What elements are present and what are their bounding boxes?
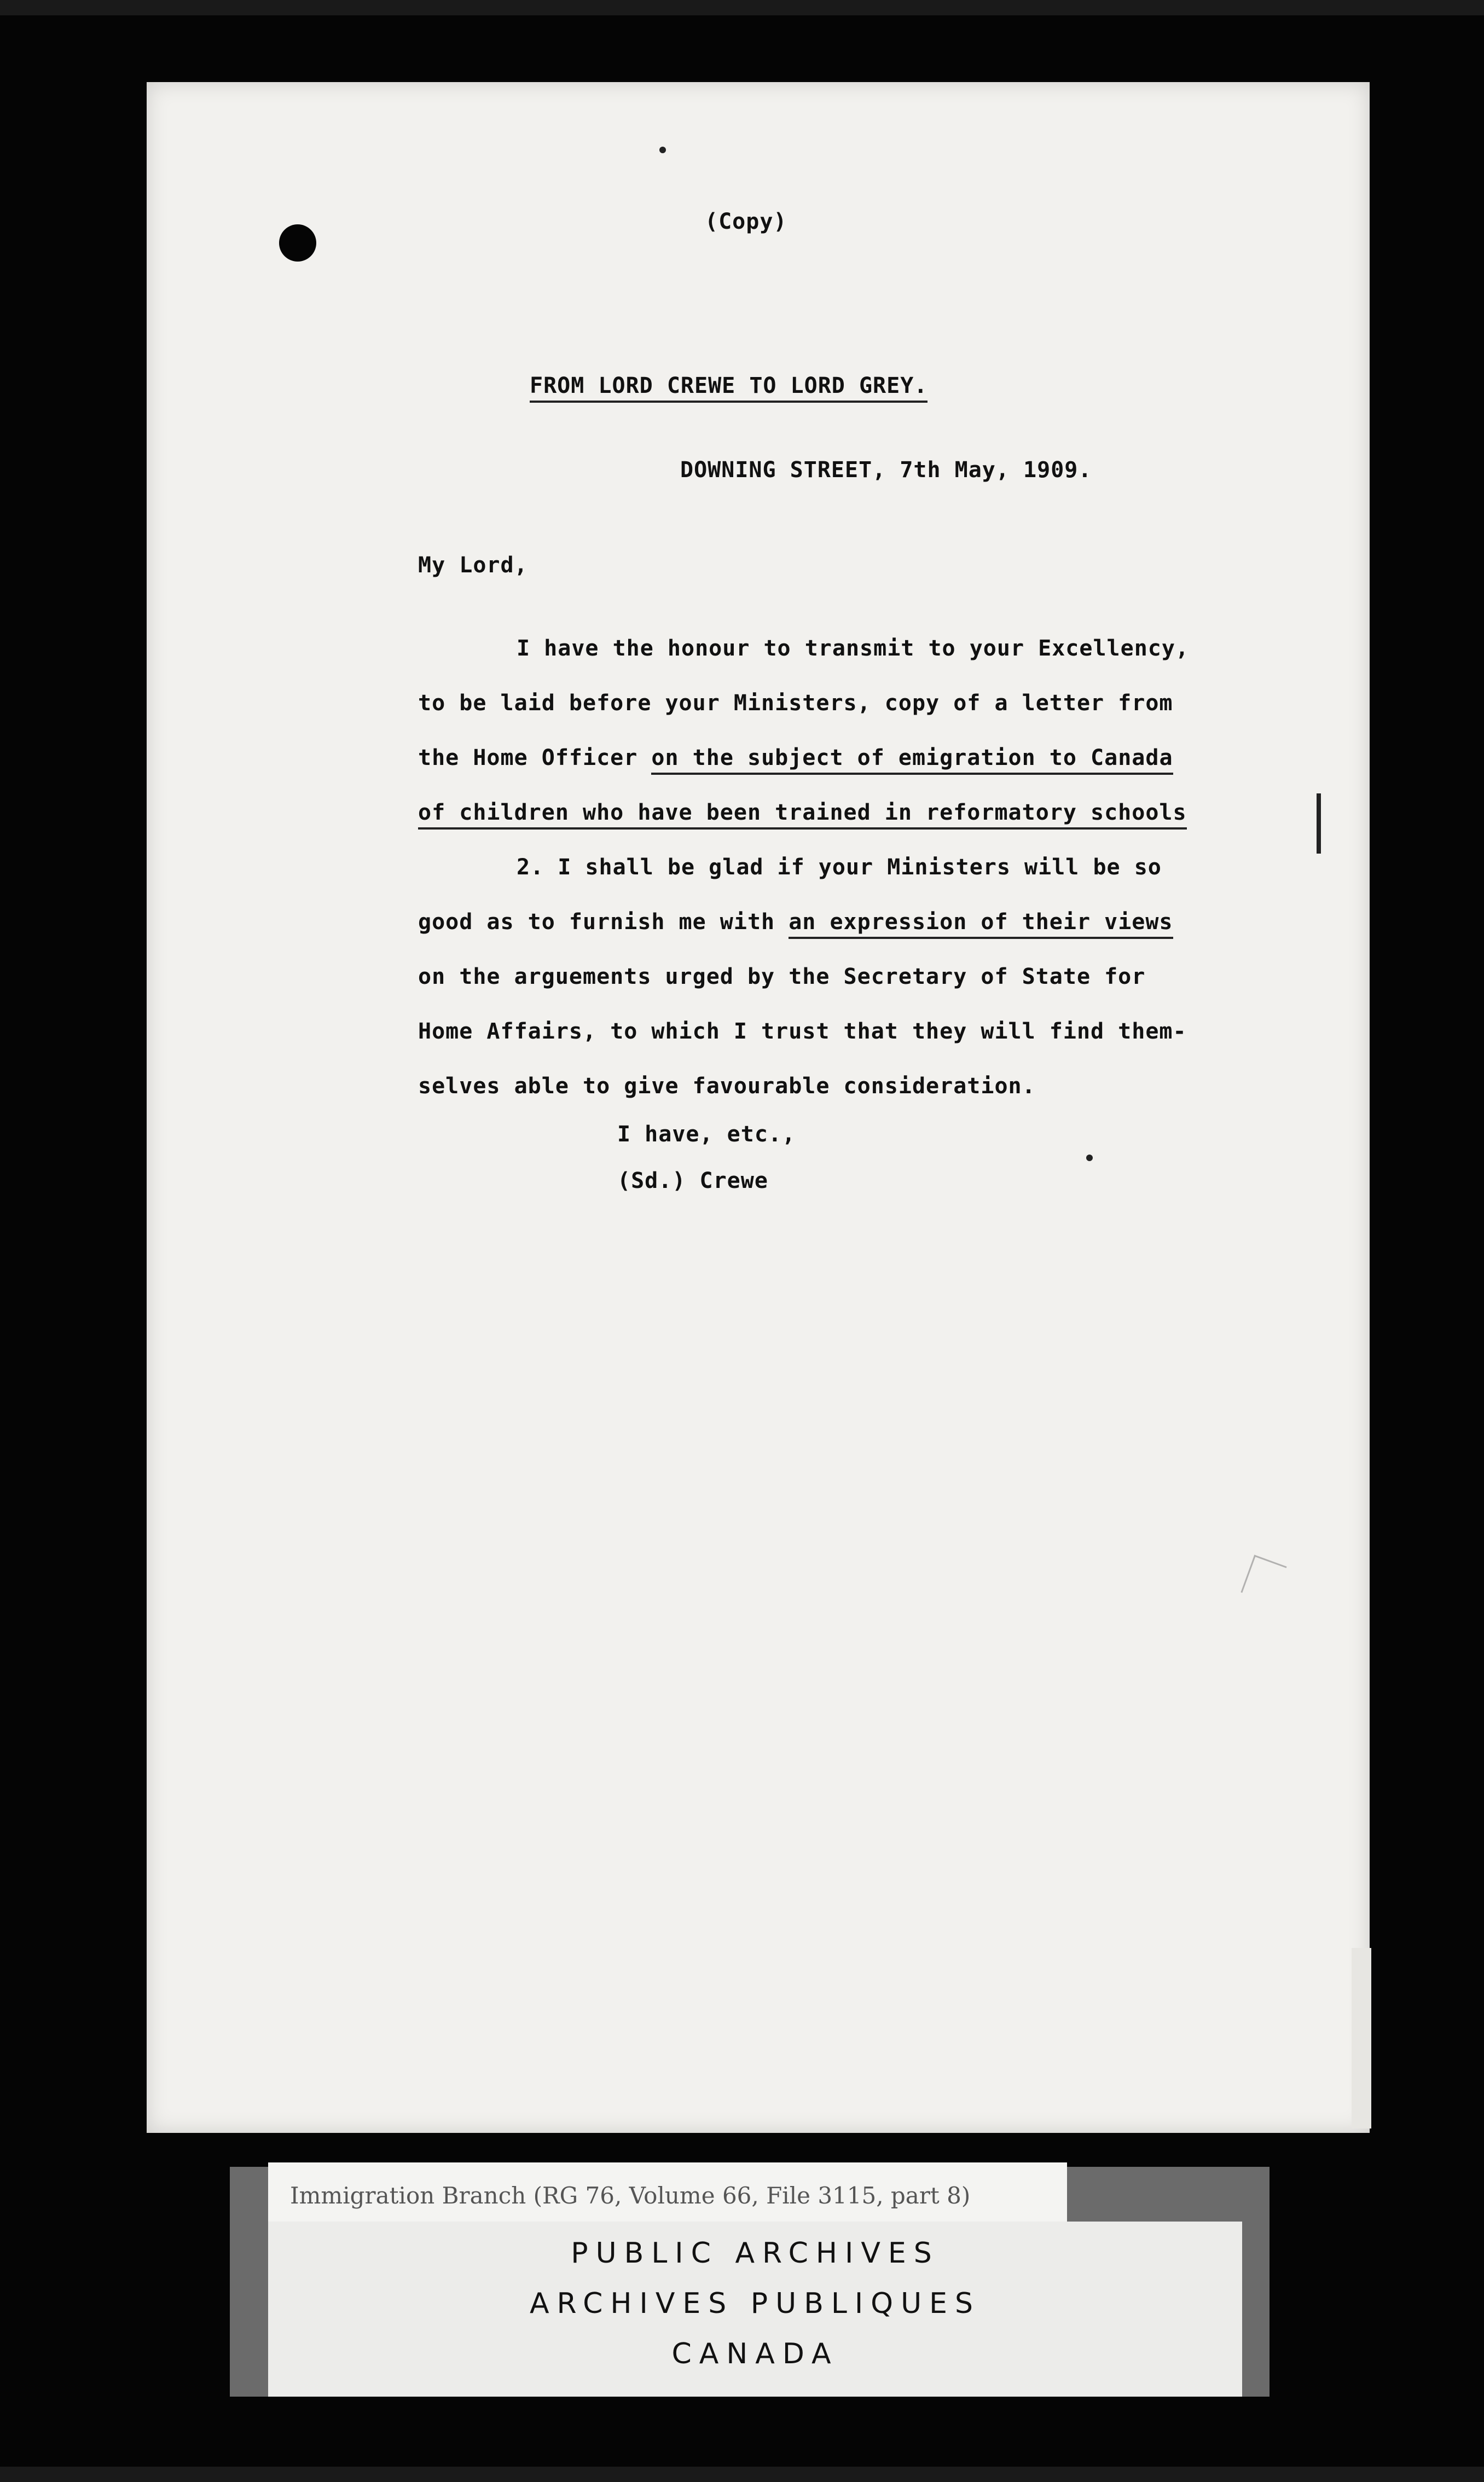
body-line: I have the honour to transmit to your Excellency, xyxy=(517,636,1190,661)
film-frame-top xyxy=(0,0,1484,15)
body-line: 2. I shall be glad if your Ministers will be so xyxy=(517,855,1162,880)
signature: (Sd.) Crewe xyxy=(617,1168,768,1193)
closing: I have, etc., xyxy=(617,1122,796,1147)
letter-heading: FROM LORD CREWE TO LORD GREY. xyxy=(530,373,928,403)
body-line: of children who have been trained in reformatory schools xyxy=(418,800,1187,830)
letter-body xyxy=(147,82,1370,2133)
underlined-phrase: an expression of their views xyxy=(789,909,1173,939)
body-text: the Home Officer xyxy=(418,745,652,770)
body-line: on the arguements urged by the Secretary of State for xyxy=(418,964,1146,989)
body-line xyxy=(418,909,1173,935)
stamp-line-1: PUBLIC ARCHIVES xyxy=(571,2237,940,2270)
body-text: good as to furnish me with xyxy=(418,909,789,935)
body-line: Home Affairs, to which I trust that they will find them- xyxy=(418,1019,1187,1044)
dateline: DOWNING STREET, 7th May, 1909. xyxy=(680,457,1092,483)
archive-stamp xyxy=(268,2222,1242,2397)
underlined-phrase: on the subject of emigration to Canada xyxy=(651,745,1173,775)
body-line: selves able to give favourable consideration. xyxy=(418,1074,1036,1099)
pencil-mark xyxy=(1240,1555,1286,1604)
archive-reference: Immigration Branch (RG 76, Volume 66, File 3115, part 8) xyxy=(290,2182,971,2209)
stamp-line-2: ARCHIVES PUBLIQUES xyxy=(529,2287,981,2320)
salutation: My Lord, xyxy=(418,553,528,578)
margin-mark xyxy=(1317,793,1321,854)
body-line: to be laid before your Ministers, copy of a letter from xyxy=(418,691,1173,716)
film-frame-bottom xyxy=(0,2467,1484,2482)
stamp-line-3: CANADA xyxy=(671,2338,839,2370)
body-line xyxy=(418,745,1173,770)
copy-mark: (Copy) xyxy=(705,209,787,234)
